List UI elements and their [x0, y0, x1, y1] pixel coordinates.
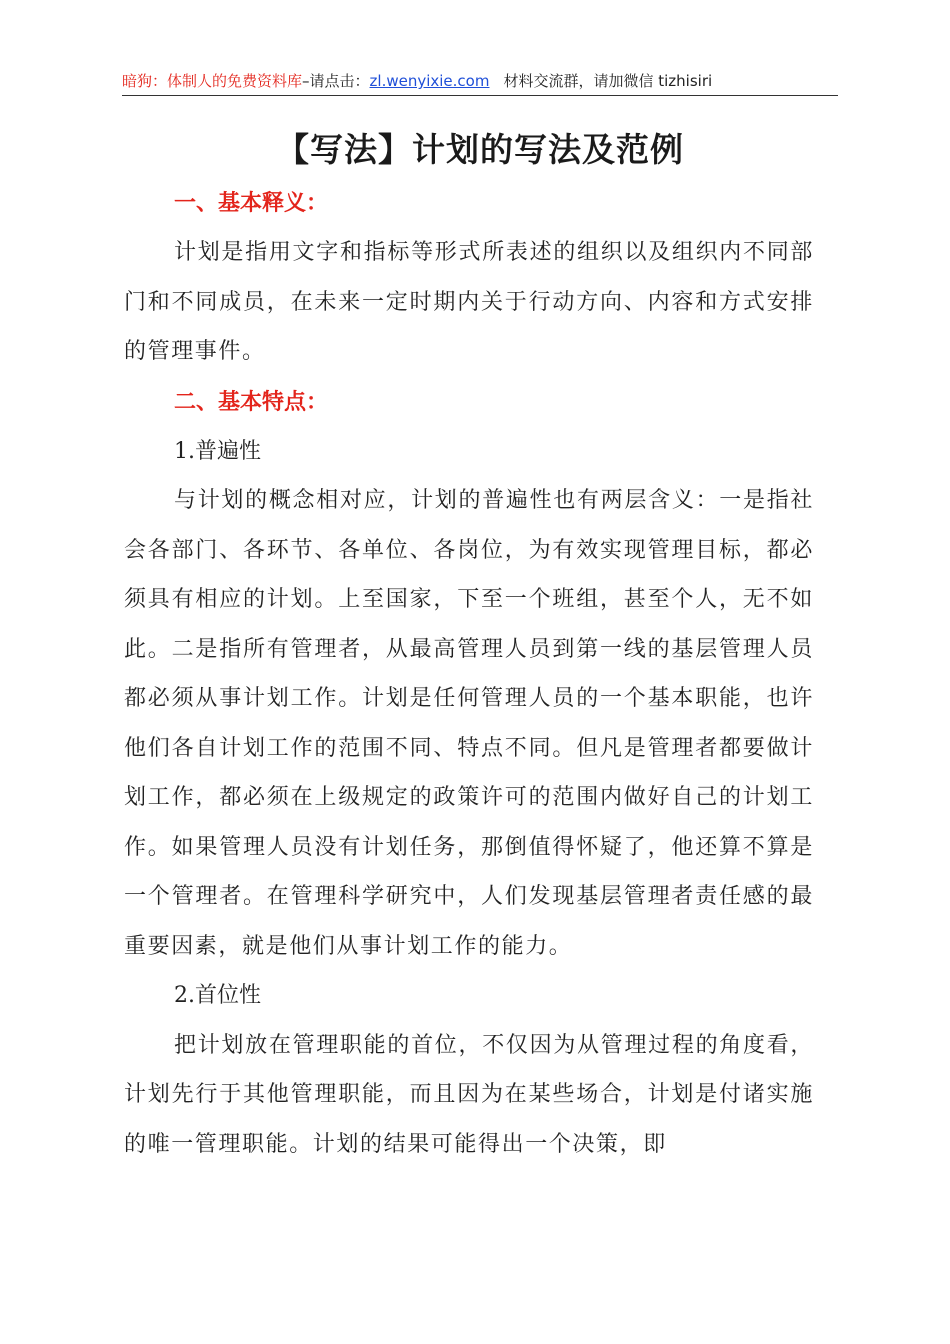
header-divider: [122, 95, 838, 96]
paragraph-universality: 与计划的概念相对应，计划的普遍性也有两层含义：一是指社会各部门、各环节、各单位、各岗位，为有效实现管理目标，都必须具有相应的计划。上至国家，下至一个班组，甚至个人，无不如此。二是指所有管理者，从最高管理人员到第一线的基层管理人员都必须从事计划工作。计划是任何管理人员的一个基本职能，也许他们各自计划工作的范围不同、特点不同。但凡是管理者都要做计划工作，都必须在上级规定的政策许可的范围内做好自己的计划工作。如果管理人员没有计划任务，那倒值得怀疑了，他还算不算是一个管理者。在管理科学研究中，人们发现基层管理者责任感的最重要因素，就是他们从事计划工作的能力。: [124, 488, 814, 959]
feature-title-primacy: 2.首位性: [174, 983, 261, 1008]
paragraph-basic-definition: 计划是指用文字和指标等形式所表述的组织以及组织内不同部门和不同成员，在未来一定时期内关于行动方向、内容和方式安排的管理事件。: [124, 240, 814, 364]
paragraph-primacy: 把计划放在管理职能的首位，不仅因为从管理过程的角度看，计划先行于其他管理职能，而且因为在某些场合，计划是付诸实施的唯一管理职能。计划的结果可能得出一个决策，即: [124, 1032, 814, 1157]
document-body: [124, 178, 814, 1169]
section-heading-basic-definition: 一、基本释义：: [174, 190, 329, 216]
page-header: [122, 70, 838, 96]
header-brand: 暗狗：体制人的免费资料库: [122, 72, 303, 90]
feature-title-universality: 1.普遍性: [174, 438, 261, 464]
header-prompt: –请点击：: [302, 72, 370, 90]
header-url-link[interactable]: zl.wenyixie.com: [369, 72, 490, 90]
header-wechat-note: 材料交流群，请加微信 tizhisiri: [503, 72, 713, 90]
section-heading-basic-features: 二、基本特点：: [174, 388, 329, 415]
document-title: 【写法】计划的写法及范例: [276, 130, 684, 169]
